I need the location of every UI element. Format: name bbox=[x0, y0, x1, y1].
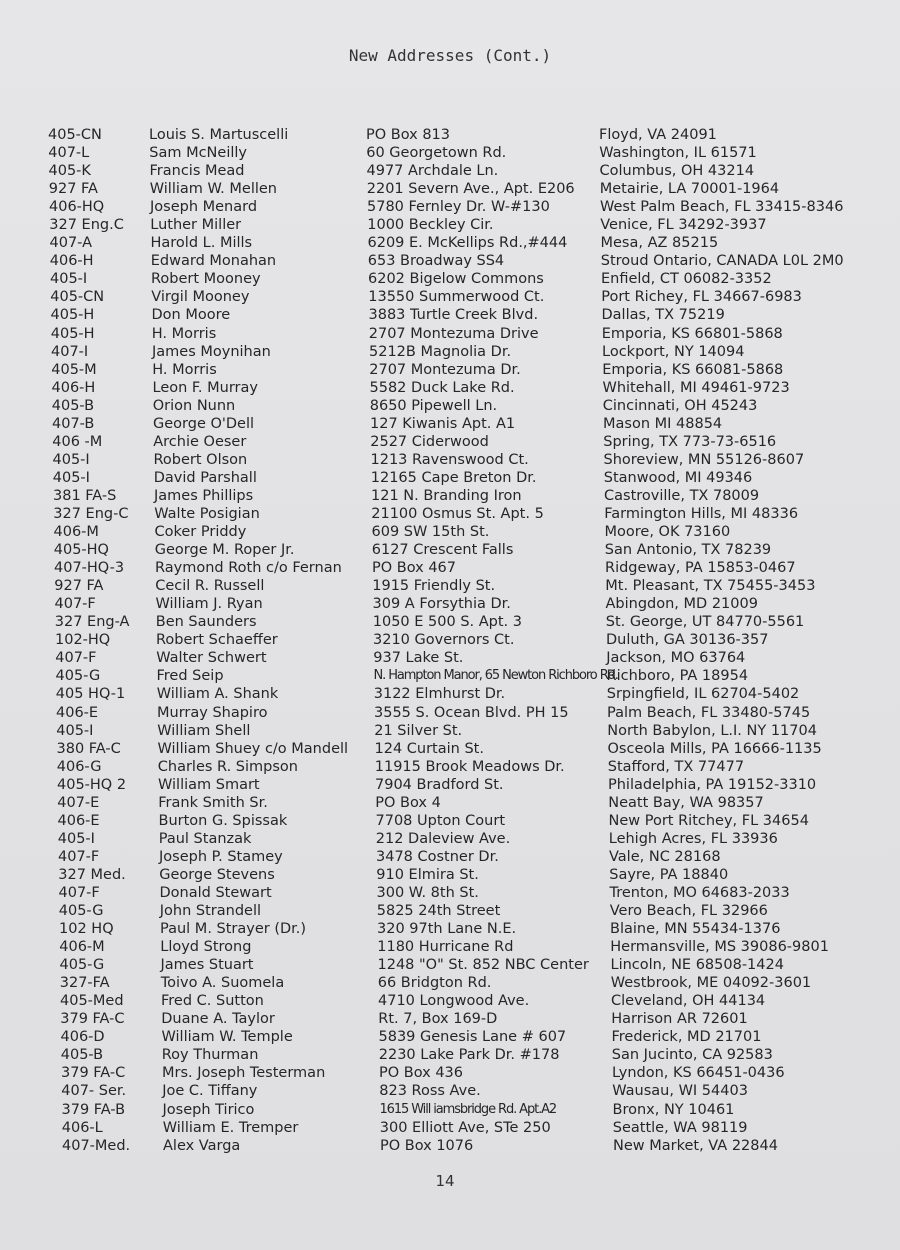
address-row bbox=[0, 180, 900, 198]
row-city: Blaine, MN 55434-1376 bbox=[610, 921, 781, 938]
row-name: Lloyd Strong bbox=[160, 939, 252, 956]
address-row bbox=[0, 126, 900, 144]
page-number: 14 bbox=[435, 1172, 455, 1190]
row-address: 1050 E 500 S. Apt. 3 bbox=[372, 614, 522, 631]
address-row bbox=[0, 631, 900, 649]
row-city: Cincinnati, OH 45243 bbox=[602, 397, 758, 414]
row-city: Osceola Mills, PA 16666-1135 bbox=[607, 740, 822, 757]
row-code: 381 FA-S bbox=[53, 487, 117, 504]
row-city: Harrison AR 72601 bbox=[611, 1011, 748, 1028]
row-code: 406-L bbox=[61, 1119, 103, 1136]
row-city: San Antonio, TX 78239 bbox=[604, 542, 772, 559]
address-row bbox=[0, 541, 900, 559]
address-row bbox=[0, 1046, 900, 1064]
address-row bbox=[0, 1101, 900, 1119]
row-code: 406-D bbox=[60, 1029, 105, 1046]
row-code: 407-HQ-3 bbox=[54, 560, 125, 577]
address-row bbox=[0, 794, 900, 812]
address-row bbox=[0, 451, 900, 469]
row-name: Sam McNeilly bbox=[149, 145, 247, 162]
row-code: 405 HQ-1 bbox=[55, 686, 126, 703]
row-city: Srpingfield, IL 62704-5402 bbox=[606, 686, 800, 703]
row-address: PO Box 467 bbox=[372, 560, 457, 577]
address-row bbox=[0, 216, 900, 234]
address-row bbox=[0, 252, 900, 270]
row-name: Burton G. Spissak bbox=[158, 812, 288, 829]
address-row bbox=[0, 649, 900, 667]
address-row bbox=[0, 884, 900, 902]
row-name: James Stuart bbox=[160, 957, 254, 974]
row-name: Edward Monahan bbox=[150, 253, 277, 270]
address-row bbox=[0, 397, 900, 415]
address-row bbox=[0, 577, 900, 595]
row-address: 5839 Genesis Lane # 607 bbox=[378, 1029, 567, 1046]
row-code: 407-F bbox=[58, 848, 100, 865]
row-code: 405-I bbox=[50, 271, 88, 288]
row-code: 405-G bbox=[59, 957, 105, 974]
row-code: 406-E bbox=[57, 812, 100, 829]
row-code: 405-I bbox=[52, 451, 90, 468]
row-city: Vale, NC 28168 bbox=[609, 848, 721, 865]
address-row bbox=[0, 234, 900, 252]
row-city: Vero Beach, FL 32966 bbox=[609, 903, 768, 920]
row-name: Coker Priddy bbox=[154, 524, 247, 541]
row-address: 6127 Crescent Falls bbox=[371, 542, 514, 559]
address-row bbox=[0, 505, 900, 523]
row-name: Fred C. Sutton bbox=[161, 993, 264, 1010]
row-city: Frederick, MD 21701 bbox=[611, 1029, 762, 1046]
row-name: William Smart bbox=[158, 776, 260, 793]
row-code: 407-F bbox=[58, 884, 100, 901]
row-address: PO Box 1076 bbox=[380, 1137, 474, 1154]
row-code: 327 Eng-A bbox=[54, 614, 130, 631]
row-code: 406-M bbox=[59, 939, 105, 956]
row-city: Washington, IL 61571 bbox=[599, 145, 757, 162]
address-row bbox=[0, 162, 900, 180]
row-name: William E. Tremper bbox=[162, 1119, 299, 1136]
address-row bbox=[0, 758, 900, 776]
row-name: Cecil R. Russell bbox=[155, 578, 265, 595]
row-name: H. Morris bbox=[151, 325, 217, 342]
row-address: 2707 Montezuma Dr. bbox=[369, 361, 521, 378]
row-address: 300 Elliott Ave, STe 250 bbox=[379, 1119, 551, 1136]
row-code: 102-HQ bbox=[55, 632, 111, 649]
row-name: George Stevens bbox=[159, 866, 275, 883]
row-name: William Shuey c/o Mandell bbox=[157, 740, 349, 757]
row-address: 4710 Longwood Ave. bbox=[378, 993, 530, 1010]
row-city: Duluth, GA 30136-357 bbox=[606, 632, 769, 649]
row-code: 379 FA-C bbox=[61, 1065, 126, 1082]
address-row bbox=[0, 938, 900, 956]
row-name: Joe C. Tiffany bbox=[162, 1083, 258, 1100]
row-address: 3883 Turtle Creek Blvd. bbox=[368, 307, 539, 324]
row-address: 1000 Beckley Cir. bbox=[367, 217, 494, 234]
row-name: Fred Seip bbox=[156, 668, 224, 685]
address-row bbox=[0, 902, 900, 920]
row-city: Moore, OK 73160 bbox=[604, 524, 731, 541]
address-row bbox=[0, 595, 900, 613]
row-address: 127 Kiwanis Apt. A1 bbox=[370, 415, 516, 432]
row-address: 609 SW 15th St. bbox=[371, 524, 490, 541]
row-city: Stafford, TX 77477 bbox=[607, 758, 745, 775]
row-city: Lyndon, KS 66451-0436 bbox=[612, 1065, 785, 1082]
row-name: William J. Ryan bbox=[155, 596, 263, 613]
row-address: 7708 Upton Court bbox=[375, 812, 506, 829]
address-row bbox=[0, 487, 900, 505]
row-name: Walter Schwert bbox=[156, 650, 267, 667]
row-code: 927 FA bbox=[54, 578, 104, 595]
row-code: 405-CN bbox=[48, 127, 102, 143]
row-name: Joseph Menard bbox=[150, 199, 258, 216]
row-address: 6209 E. McKellips Rd.,#444 bbox=[367, 235, 568, 252]
row-code: 406-HQ bbox=[49, 199, 105, 216]
address-row bbox=[0, 1137, 900, 1155]
row-name: Orion Nunn bbox=[152, 397, 236, 414]
row-city: Mesa, AZ 85215 bbox=[600, 235, 719, 252]
row-address: 121 N. Branding Iron bbox=[371, 487, 522, 504]
row-name: Archie Oeser bbox=[153, 433, 247, 450]
row-name: Ben Saunders bbox=[155, 614, 257, 631]
address-row bbox=[0, 343, 900, 361]
row-code: 405-B bbox=[51, 397, 95, 414]
row-city: Lehigh Acres, FL 33936 bbox=[608, 830, 778, 847]
address-row bbox=[0, 361, 900, 379]
row-address: 7904 Bradford St. bbox=[375, 776, 504, 793]
row-name: George M. Roper Jr. bbox=[154, 542, 295, 559]
row-address: 212 Daleview Ave. bbox=[375, 830, 511, 847]
row-name: George O'Dell bbox=[153, 415, 255, 432]
row-code: 407-I bbox=[51, 343, 89, 360]
row-code: 405-B bbox=[60, 1047, 104, 1064]
row-city: West Palm Beach, FL 33415-8346 bbox=[600, 199, 844, 216]
row-name: John Strandell bbox=[159, 903, 261, 920]
row-code: 927 FA bbox=[48, 181, 98, 198]
row-name: Virgil Mooney bbox=[151, 289, 250, 306]
row-city: San Jucinto, CA 92583 bbox=[611, 1047, 773, 1064]
address-row bbox=[0, 920, 900, 938]
address-row bbox=[0, 956, 900, 974]
address-row bbox=[0, 559, 900, 577]
address-row bbox=[0, 740, 900, 758]
row-city: Hermansville, MS 39086-9801 bbox=[610, 939, 829, 956]
address-row bbox=[0, 469, 900, 487]
row-name: Donald Stewart bbox=[159, 884, 272, 901]
row-code: 406-H bbox=[49, 253, 94, 270]
row-address: 2527 Ciderwood bbox=[370, 433, 489, 450]
row-code: 327 Med. bbox=[58, 866, 126, 883]
row-name: Toivo A. Suomela bbox=[160, 975, 285, 992]
row-name: Louis S. Martuscelli bbox=[149, 127, 289, 143]
row-address: 2707 Montezuma Drive bbox=[368, 325, 539, 342]
row-address: 5825 24th Street bbox=[376, 903, 501, 920]
row-name: William Shell bbox=[157, 722, 251, 739]
row-code: 407-Med. bbox=[62, 1137, 131, 1154]
row-city: Spring, TX 773-73-6516 bbox=[603, 433, 777, 450]
row-city: Sayre, PA 18840 bbox=[609, 866, 729, 883]
row-city: Mason MI 48854 bbox=[603, 415, 723, 432]
row-address: 4977 Archdale Ln. bbox=[366, 163, 499, 180]
address-row bbox=[0, 144, 900, 162]
row-address: 1213 Ravenswood Ct. bbox=[370, 451, 529, 468]
row-name: Mrs. Joseph Testerman bbox=[162, 1065, 326, 1082]
address-row bbox=[0, 270, 900, 288]
row-city: Trenton, MO 64683-2033 bbox=[609, 884, 790, 901]
row-address: 937 Lake St. bbox=[373, 650, 464, 667]
row-city: New Port Ritchey, FL 34654 bbox=[608, 812, 809, 829]
row-city: St. George, UT 84770-5561 bbox=[605, 614, 805, 631]
row-name: Alex Varga bbox=[163, 1137, 241, 1154]
row-code: 407-L bbox=[48, 145, 90, 162]
row-code: 327 Eng.C bbox=[49, 217, 124, 234]
row-address: 823 Ross Ave. bbox=[379, 1083, 481, 1100]
row-name: Paul M. Strayer (Dr.) bbox=[160, 921, 307, 938]
row-name: David Parshall bbox=[153, 469, 257, 486]
row-code: 405-Med bbox=[60, 993, 124, 1010]
address-row bbox=[0, 1028, 900, 1046]
row-address: N. Hampton Manor, 65 Newton Richboro Rd. bbox=[373, 668, 618, 684]
row-name: James Moynihan bbox=[152, 343, 271, 360]
row-city: Ridgeway, PA 15853-0467 bbox=[605, 560, 796, 577]
row-code: 406-G bbox=[56, 758, 102, 775]
address-row bbox=[0, 974, 900, 992]
address-row bbox=[0, 830, 900, 848]
row-city: Lockport, NY 14094 bbox=[602, 343, 745, 360]
row-name: Francis Mead bbox=[149, 163, 245, 180]
address-row bbox=[0, 613, 900, 631]
row-address: 320 97th Lane N.E. bbox=[377, 921, 517, 938]
address-row bbox=[0, 415, 900, 433]
row-name: Don Moore bbox=[151, 307, 231, 324]
address-row bbox=[0, 379, 900, 397]
row-code: 406 -M bbox=[52, 433, 103, 450]
row-name: Frank Smith Sr. bbox=[158, 794, 268, 811]
row-address: Rt. 7, Box 169-D bbox=[378, 1011, 498, 1028]
row-city: Dallas, TX 75219 bbox=[601, 307, 725, 324]
row-code: 407-F bbox=[54, 596, 96, 613]
row-name: Robert Schaeffer bbox=[156, 632, 278, 649]
row-city: Palm Beach, FL 33480-5745 bbox=[607, 704, 811, 721]
row-city: Farmington Hills, MI 48336 bbox=[604, 505, 799, 522]
row-code: 405-G bbox=[58, 903, 104, 920]
row-code: 405-G bbox=[55, 668, 101, 685]
row-code: 380 FA-C bbox=[56, 740, 121, 757]
row-address: 12165 Cape Breton Dr. bbox=[370, 469, 537, 486]
row-code: 406-H bbox=[51, 379, 96, 396]
row-address: 5582 Duck Lake Rd. bbox=[369, 379, 515, 396]
row-city: Cleveland, OH 44134 bbox=[611, 993, 766, 1010]
address-row bbox=[0, 722, 900, 740]
address-row bbox=[0, 992, 900, 1010]
row-address: 124 Curtain St. bbox=[374, 740, 484, 757]
address-row bbox=[0, 523, 900, 541]
row-name: Luther Miller bbox=[150, 217, 242, 234]
row-name: William W. Mellen bbox=[149, 181, 277, 198]
row-name: William W. Temple bbox=[161, 1029, 293, 1046]
row-address: 5212B Magnolia Dr. bbox=[369, 343, 512, 360]
row-name: William A. Shank bbox=[156, 686, 279, 703]
address-row bbox=[0, 1119, 900, 1137]
row-address: PO Box 436 bbox=[379, 1065, 464, 1082]
row-address: 11915 Brook Meadows Dr. bbox=[374, 758, 565, 775]
row-name: Joseph P. Stamey bbox=[159, 848, 283, 865]
row-address: 13550 Summerwood Ct. bbox=[368, 289, 545, 306]
row-code: 405-HQ 2 bbox=[57, 776, 127, 793]
page-title: New Addresses (Cont.) bbox=[348, 46, 552, 65]
address-row bbox=[0, 306, 900, 324]
row-address: 3555 S. Ocean Blvd. PH 15 bbox=[374, 704, 569, 721]
row-city: Wausau, WI 54403 bbox=[612, 1083, 748, 1100]
row-address: 1248 "O" St. 852 NBC Center bbox=[377, 957, 589, 974]
row-name: Harold L. Mills bbox=[150, 235, 253, 252]
row-code: 407-B bbox=[52, 415, 95, 432]
row-address: PO Box 813 bbox=[366, 127, 451, 143]
row-name: Duane A. Taylor bbox=[161, 1011, 275, 1028]
row-city: Castroville, TX 78009 bbox=[604, 487, 760, 504]
row-code: 406-M bbox=[53, 524, 99, 541]
row-code: 405-H bbox=[50, 307, 95, 324]
address-row bbox=[0, 812, 900, 830]
row-name: Raymond Roth c/o Fernan bbox=[155, 560, 342, 577]
address-row bbox=[0, 667, 900, 685]
row-city: Mt. Pleasant, TX 75455-3453 bbox=[605, 578, 816, 595]
row-code: 405-H bbox=[50, 325, 95, 342]
row-address: 653 Broadway SS4 bbox=[367, 253, 505, 270]
row-city: Westbrook, ME 04092-3601 bbox=[610, 975, 812, 992]
row-code: 405-I bbox=[52, 469, 90, 486]
row-name: Robert Mooney bbox=[151, 271, 261, 288]
row-name: H. Morris bbox=[152, 361, 217, 378]
row-name: Leon F. Murray bbox=[152, 379, 258, 396]
row-city: Floyd, VA 24091 bbox=[599, 127, 717, 143]
row-city: Richboro, PA 18954 bbox=[606, 668, 749, 685]
row-address: 910 Elmira St. bbox=[376, 866, 479, 883]
row-name: Robert Olson bbox=[153, 451, 248, 468]
row-name: Joseph Tirico bbox=[162, 1101, 255, 1118]
row-city: Stroud Ontario, CANADA L0L 2M0 bbox=[600, 253, 844, 270]
address-row bbox=[0, 198, 900, 216]
row-city: Shoreview, MN 55126-8607 bbox=[603, 451, 805, 468]
address-row bbox=[0, 1082, 900, 1100]
row-code: 407- Ser. bbox=[61, 1083, 127, 1100]
row-city: Emporia, KS 66081-5868 bbox=[602, 361, 784, 378]
row-city: Jackson, MO 63764 bbox=[606, 650, 746, 667]
row-city: New Market, VA 22844 bbox=[613, 1137, 778, 1154]
row-address: 21100 Osmus St. Apt. 5 bbox=[371, 505, 544, 522]
row-code: 327-FA bbox=[59, 975, 110, 992]
address-row bbox=[0, 288, 900, 306]
row-code: 407-E bbox=[57, 794, 100, 811]
row-city: Port Richey, FL 34667-6983 bbox=[601, 289, 802, 306]
row-address: 1180 Hurricane Rd bbox=[377, 939, 514, 956]
row-name: Roy Thurman bbox=[161, 1047, 259, 1064]
row-city: Neatt Bay, WA 98357 bbox=[608, 794, 764, 811]
address-row bbox=[0, 1010, 900, 1028]
row-address: 1615 Will iamsbridge Rd. Apt.A2 bbox=[379, 1101, 557, 1117]
row-code: 379 FA-B bbox=[61, 1101, 126, 1118]
row-address: 3478 Costner Dr. bbox=[376, 848, 499, 865]
row-city: Bronx, NY 10461 bbox=[612, 1101, 735, 1118]
row-code: 406-E bbox=[56, 704, 99, 721]
row-address: 5780 Fernley Dr. W-#130 bbox=[367, 199, 550, 216]
row-address: 2230 Lake Park Dr. #178 bbox=[378, 1047, 560, 1064]
address-row bbox=[0, 704, 900, 722]
row-name: Murray Shapiro bbox=[157, 704, 268, 721]
row-address: 21 Silver St. bbox=[374, 722, 463, 739]
address-row bbox=[0, 866, 900, 884]
address-list bbox=[0, 126, 900, 1155]
row-city: Seattle, WA 98119 bbox=[612, 1119, 748, 1136]
row-city: North Babylon, L.I. NY 11704 bbox=[607, 722, 817, 739]
row-address: 8650 Pipewell Ln. bbox=[369, 397, 498, 414]
row-code: 405-HQ bbox=[53, 542, 109, 559]
address-row bbox=[0, 776, 900, 794]
row-name: James Phillips bbox=[154, 487, 254, 504]
row-address: 3210 Governors Ct. bbox=[373, 632, 515, 649]
address-row bbox=[0, 433, 900, 451]
address-row bbox=[0, 1064, 900, 1082]
row-address: 60 Georgetown Rd. bbox=[366, 145, 507, 162]
row-city: Emporia, KS 66801-5868 bbox=[601, 325, 783, 342]
row-city: Whitehall, MI 49461-9723 bbox=[602, 379, 790, 396]
row-code: 405-CN bbox=[50, 289, 105, 306]
row-city: Lincoln, NE 68508-1424 bbox=[610, 957, 784, 974]
row-code: 407-F bbox=[55, 650, 97, 667]
row-name: Charles R. Simpson bbox=[157, 758, 298, 775]
row-city: Stanwood, MI 49346 bbox=[603, 469, 753, 486]
row-city: Columbus, OH 43214 bbox=[599, 163, 755, 180]
row-address: 1915 Friendly St. bbox=[372, 578, 496, 595]
address-row bbox=[0, 325, 900, 343]
row-city: Venice, FL 34292-3937 bbox=[600, 217, 767, 234]
row-code: 405-M bbox=[51, 361, 97, 378]
row-city: Abingdon, MD 21009 bbox=[605, 596, 758, 613]
row-code: 407-A bbox=[49, 235, 93, 252]
row-code: 405-I bbox=[57, 830, 95, 847]
row-code: 102 HQ bbox=[59, 921, 114, 938]
row-code: 379 FA-C bbox=[60, 1011, 125, 1028]
row-address: 3122 Elmhurst Dr. bbox=[373, 686, 506, 703]
row-address: 300 W. 8th St. bbox=[376, 884, 479, 901]
row-name: Paul Stanzak bbox=[158, 830, 252, 847]
row-address: 309 A Forsythia Dr. bbox=[372, 596, 511, 613]
row-city: Philadelphia, PA 19152-3310 bbox=[608, 776, 817, 793]
row-city: Metairie, LA 70001-1964 bbox=[599, 181, 780, 198]
row-city: Enfield, CT 06082-3352 bbox=[601, 271, 772, 288]
row-address: 66 Bridgton Rd. bbox=[377, 975, 492, 992]
row-code: 405-K bbox=[48, 163, 91, 180]
row-address: PO Box 4 bbox=[375, 794, 441, 811]
row-code: 405-I bbox=[56, 722, 94, 739]
row-code: 327 Eng-C bbox=[53, 505, 129, 522]
address-row bbox=[0, 685, 900, 703]
row-address: 6202 Bigelow Commons bbox=[368, 271, 544, 288]
address-row bbox=[0, 848, 900, 866]
row-name: Walte Posigian bbox=[154, 505, 260, 522]
row-address: 2201 Severn Ave., Apt. E206 bbox=[366, 181, 575, 198]
